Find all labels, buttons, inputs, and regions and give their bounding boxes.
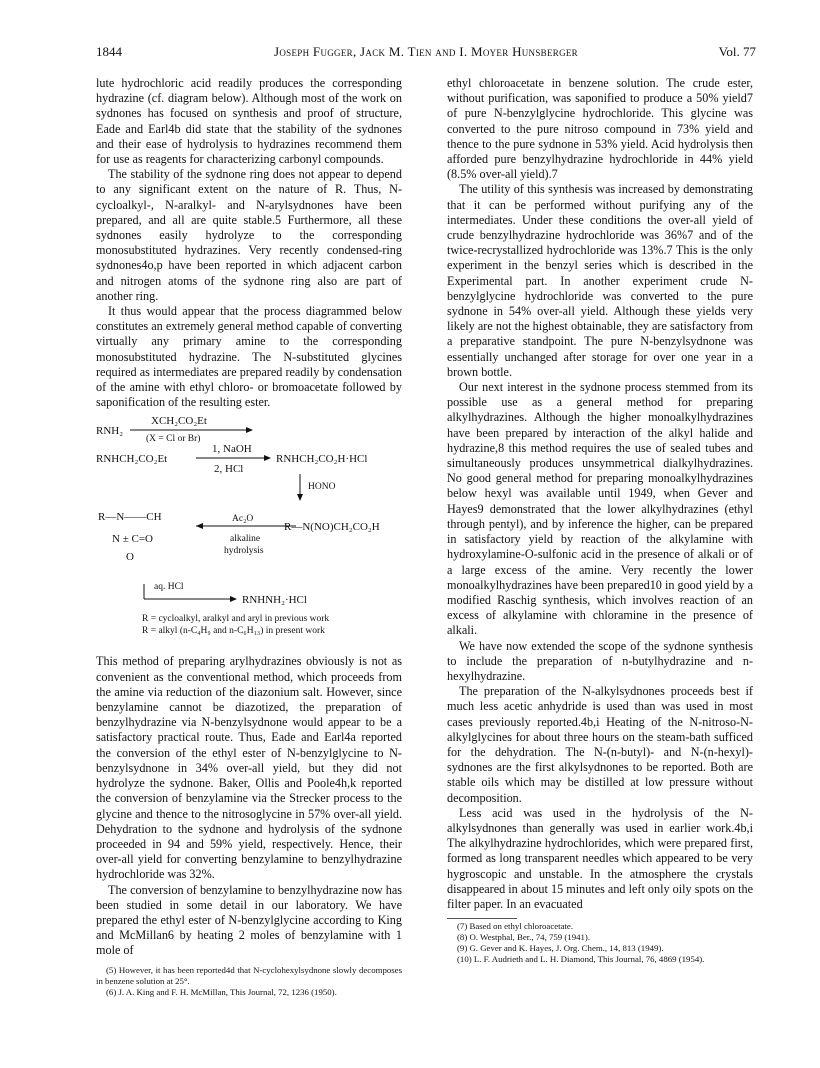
- paragraph: ethyl chloroacetate in benzene solution. The crude ester, without purification, was saponified to produce a 50% yield7 of pure N-benzylglycine hydrochloride. This glycine was converted to the pure nitroso compound in 73% yield and thence to the pure sydnone in 53% yield. Acid hydrolysis then afforded pure benzylhydrazine hydrochloride in 44% yield (8.5% over-all yield).7: [447, 76, 753, 182]
- alkaline-hydrolysis-line-2: hydrolysis: [224, 546, 264, 557]
- sydnone-ring-middle: N ± C=O: [112, 533, 153, 546]
- footnote: (9) G. Gever and K. Hayes, J. Org. Chem., 14, 813 (1949).: [457, 943, 664, 954]
- page-number: 1844: [96, 44, 122, 59]
- footnotes-left: [96, 965, 402, 998]
- paragraph: We have now extended the scope of the sydnone synthesis to include the preparation of n-butylhydrazine and n-hexylhydrazine.: [447, 638, 753, 683]
- step-2-reagent-b: 2, HCl: [214, 463, 244, 476]
- reagent-1: XCH₂CO₂Et: [151, 415, 207, 428]
- rnh2-label: RNH₂: [96, 425, 124, 438]
- sydnone-ring-oxygen: O: [126, 551, 134, 564]
- footnote: (10) L. F. Audrieth and L. H. Diamond, This Journal, 76, 4869 (1954).: [457, 954, 705, 965]
- left-column: [96, 76, 402, 998]
- running-title: Joseph Fugger, Jack M. Tien and I. Moyer Hunsberger: [274, 44, 578, 59]
- page-header: [96, 44, 756, 62]
- reaction-scheme: [96, 414, 402, 648]
- hono-reagent: HONO: [308, 482, 336, 493]
- aq-hcl-reagent: aq. HCl: [154, 582, 184, 593]
- paragraph: Our next interest in the sydnone process stemmed from its possible use as a general method for preparing alkylhydrazines. Although the higher monoalkylhydrazines have been prepared by interaction of the alkyl halide and hydrazine,8 this method requires the use of sealed tubes and simultaneously produces unsymmetrical dialkylhydrazines. No good general method for preparing monoalkylhydrazines below hexyl was available until 1949, when Gever and Hayes9 demonstrated that the lower alkylhydrazines (ethyl through pentyl), and by inference the higher, can be prepared in satisfactory yield by reaction of the alkylamine with hydroxylamine-O-sulfonic acid in the presence of alkali or of a large excess of the amine. Very recently the lower monoalkylhydrazines have been prepared10 in good yield by a modified Raschig synthesis, which involves reaction of an excess of alkylamine with chloramine in the presence of alkali.: [447, 380, 753, 638]
- acetic-anhydride-reagent: Ac₂O: [232, 514, 254, 525]
- volume-label: Vol. 77: [718, 44, 756, 59]
- hydrazine-hydrochloride: RNHNH₂·HCl: [242, 594, 307, 607]
- alkaline-hydrolysis-line-1: alkaline: [230, 534, 261, 545]
- reagent-1-condition: (X = Cl or Br): [146, 434, 201, 445]
- glycine-ester: RNHCH₂CO₂Et: [96, 453, 168, 466]
- footnote: (7) Based on ethyl chloroacetate.: [457, 921, 574, 932]
- footnotes-right: [447, 918, 753, 965]
- paragraph: The utility of this synthesis was increased by demonstrating that it can be performed without purifying any of the intermediates. Under these conditions the over-all yield of crude benzylhydrazine hydrochloride was 36%7 and of the twice-recrystallized hydrochloride was 13%.7 This is the only experiment in the benzyl series which is described in the Experimental part. In another experiment crude N-benzylglycine hydrochloride was converted to the pure sydnone in 54% over-all yield. Although these yields very likely are not the highest obtainable, they are satisfactory from a preparative standpoint. The pure N-benzylsydnone was essentially unchanged after storage for over one year in a brown bottle.: [447, 182, 753, 379]
- footnote: (8) O. Westphal, Ber., 74, 759 (1941).: [457, 932, 591, 943]
- glycine-hydrochloride: RNHCH₂CO₂H·HCl: [276, 453, 368, 466]
- paragraph: The conversion of benzylamine to benzylhydrazine now has been studied in some detail in our laboratory. We have prepared the ethyl ester of N-benzylglycine according to King and McMillan6 by heating 2 moles of benzylamine with 1 mole of: [96, 882, 402, 958]
- scheme-note-1: R = cycloalkyl, aralkyl and aryl in previous work: [142, 614, 330, 625]
- sydnone-ring-top: R—N——CH: [98, 511, 162, 524]
- footnote: (6) J. A. King and F. H. McMillan, This Journal, 72, 1236 (1950).: [106, 986, 337, 997]
- paragraph: It thus would appear that the process diagrammed below constitutes an extremely general method capable of converting virtually any primary amine to the corresponding monosubstituted hydrazine. The N-substituted glycines required as intermediates are prepared readily by condensation of the amine with ethyl chloro- or bromoacetate followed by saponification of the resulting ester.: [96, 304, 402, 410]
- step-2-reagent: 1, NaOH: [212, 443, 252, 456]
- footnote-rule: [447, 918, 517, 919]
- scheme-note-2: R = alkyl (n-C₄H₉ and n-C₆H₁₃) in present work: [142, 626, 325, 637]
- right-column: [447, 76, 753, 965]
- paragraph: The stability of the sydnone ring does not appear to depend to any significant extent on the nature of R. Thus, N-cycloalkyl-, N-aralkyl- and N-arylsydnones have been prepared, and all are quite stable.5 Furthermore, all these sydnones easily hydrolyze to the corresponding monosubstituted hydrazines. Very recently condensed-ring sydnones4o,p have been reported in which adjacent carbon and nitrogen atoms of the sydnone ring also are part of another ring.: [96, 167, 402, 303]
- paragraph: The preparation of the N-alkylsydnones proceeds best if much less acetic anhydride is used than was used in most cases previously reported.4b,i Heating of the N-nitroso-N-alkylglycines for about three hours on the steam-bath sufficed for the dehydration. The N-(n-butyl)- and N-(n-hexyl)-sydnones are the first alkylsydnones to be reported. Both are stable oils which may be distilled at low pressure without decomposition.: [447, 684, 753, 805]
- paragraph: lute hydrochloric acid readily produces the corresponding hydrazine (cf. diagram below). Although most of the work on sydnones has focused on synthesis and proof of structure, Eade and Earl4b did state that the stability of the sydnones and their ease of hydrolysis to hydrazines recommend them for use as reagents for characterizing carbonyl compounds.: [96, 76, 402, 167]
- paragraph: This method of preparing arylhydrazines obviously is not as convenient as the conventional method, which proceeds from the amine via reduction of the diazonium salt. However, since benzylamine cannot be diazotized, the preparation of benzylhydrazine via N-benzylsydnone would appear to be a satisfactory practical route. Thus, Eade and Earl4a reported the conversion of the ethyl ester of N-benzylglycine to N-benzylsydnone in 34% over-all yield, but they did not hydrolyze the sydnone. Baker, Ollis and Poole4h,k reported the conversion of benzylamine via the Strecker process to the glycine and thence to the nitrosoglycine in 57% over-all yield. Dehydration to the sydnone and hydrolysis of the sydnone proceeded in 94 and 59% yield, respectively. Hence, their over-all yield for converting benzylamine to benzylhydrazine hydrochloride was 32%.: [96, 654, 402, 882]
- paragraph: Less acid was used in the hydrolysis of the N-alkylsydnones than generally was used in earlier work.4b,i The alkylhydrazine hydrochlorides, which were prepared first, formed as long transparent needles which appeared to be very hygroscopic and unstable. In the atmosphere the crystals disappeared in about 15 minutes and left only oily spots on the filter paper. In an evacuated: [447, 805, 753, 911]
- nitrosoglycine: R—N(NO)CH₂CO₂H: [284, 521, 380, 534]
- footnote: (5) However, it has been reported4d that N-cyclohexylsydnone slowly decomposes in benzene solution at 25°.: [96, 964, 402, 986]
